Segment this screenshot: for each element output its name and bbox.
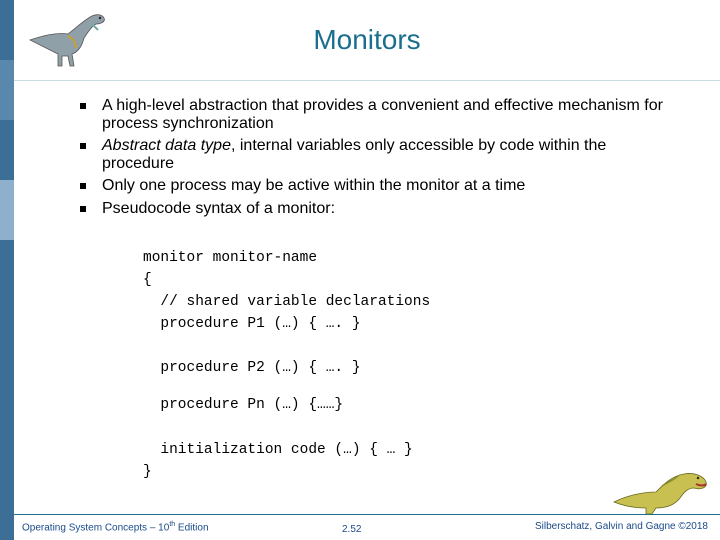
sidebar-segment: [0, 60, 14, 120]
bullet-text: Pseudocode syntax of a monitor:: [102, 199, 336, 217]
sidebar-segment: [0, 0, 14, 60]
slide-title: Monitors: [313, 24, 421, 55]
bullet-list: [78, 97, 678, 222]
square-bullet-icon: [80, 183, 86, 189]
code-line: // shared variable declarations: [143, 294, 431, 310]
bullet-item: [78, 137, 678, 172]
bullet-text: A high-level abstraction that provides a convenient and effective mechanism for process synchronization: [102, 97, 663, 132]
bullet-item: [78, 200, 678, 218]
footer-book-title: [22, 521, 209, 533]
square-bullet-icon: [80, 143, 86, 149]
code-line: {: [143, 272, 152, 288]
sidebar-segment: [0, 120, 14, 180]
sidebar-segment: [0, 180, 14, 240]
bullet-italic-text: Abstract data type: [102, 137, 231, 154]
code-line: }: [143, 464, 152, 480]
footer-book-title-text: Operating System Concepts – 10: [22, 522, 170, 534]
bullet-item: [78, 177, 678, 195]
bullet-text: , internal variables only accessible by code within the procedure: [102, 137, 607, 172]
header-divider: [14, 80, 720, 81]
code-line: procedure P1 (…) { …. }: [143, 316, 361, 332]
footer-book-title-suffix: Edition: [175, 522, 209, 534]
bullet-text: Only one process may be active within the monitor at a time: [102, 177, 526, 194]
footer-divider: [14, 514, 720, 515]
code-line: initialization code (…) { … }: [143, 442, 413, 458]
square-bullet-icon: [80, 206, 86, 212]
footer-authors: Silberschatz, Galvin and Gagne ©2018: [534, 521, 708, 532]
code-line: procedure Pn (…) {……}: [143, 397, 344, 413]
code-line: monitor monitor-name: [143, 250, 318, 266]
square-bullet-icon: [80, 103, 86, 109]
sidebar-segment: [0, 240, 14, 540]
footer-book-title-sup: th: [169, 521, 176, 528]
code-line: procedure P2 (…) { …. }: [143, 360, 361, 376]
bullet-item: [78, 97, 678, 132]
sidebar-stripe: [0, 0, 14, 540]
page-number: 2.52: [342, 524, 362, 535]
dinosaur-bottom-icon: [612, 462, 712, 516]
